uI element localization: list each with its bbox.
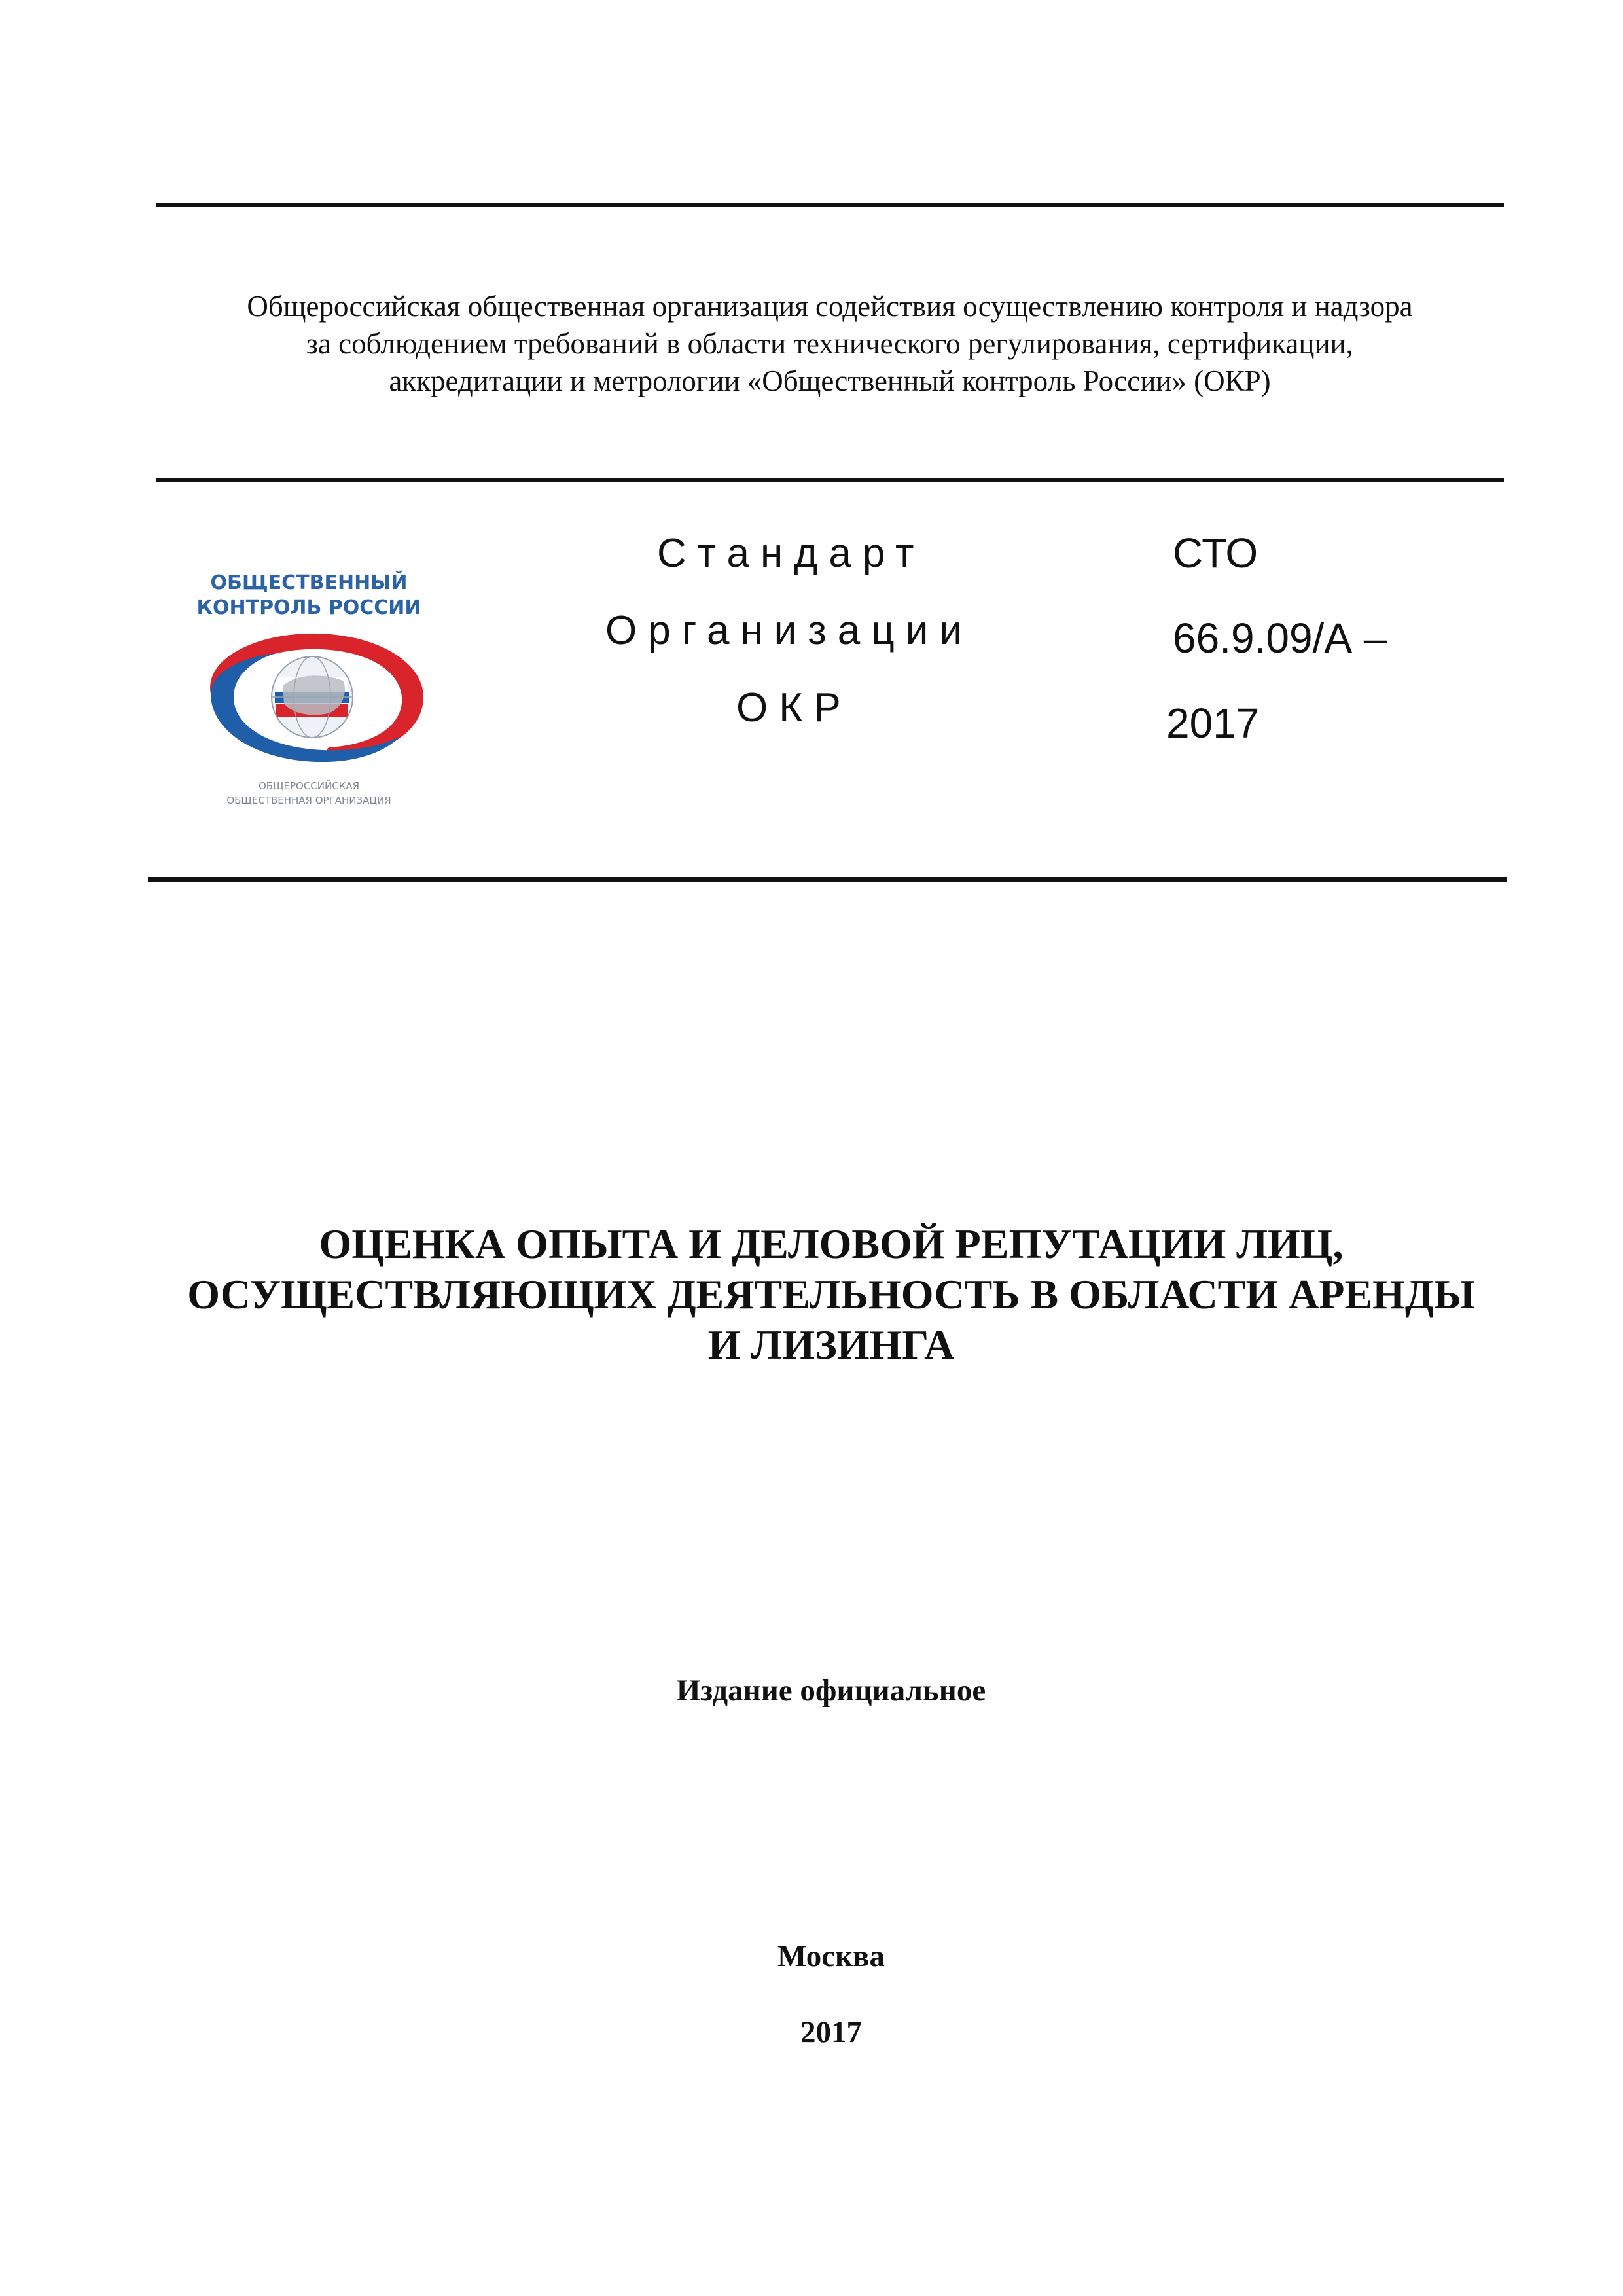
middle-rule <box>156 478 1504 482</box>
standard-word: ОКР <box>736 685 852 730</box>
year-label: 2017 <box>800 2015 862 2049</box>
standard-code: 66.9.09/А – <box>1173 615 1387 662</box>
standard-word: Стандарт <box>657 531 925 576</box>
okr-logo <box>171 563 446 812</box>
logo-top-text: КОНТРОЛЬ РОССИИ <box>196 596 421 619</box>
logo-bottom-text: ОБЩЕРОССИЙСКАЯ <box>258 780 360 792</box>
title-line: ОСУЩЕСТВЛЯЮЩИХ ДЕЯТЕЛЬНОСТЬ В ОБЛАСТИ АРЕНДЫ <box>187 1271 1475 1318</box>
document-title <box>105 1219 1558 1370</box>
bottom-rule <box>148 877 1507 882</box>
top-rule <box>156 203 1504 207</box>
title-line: ОЦЕНКА ОПЫТА И ДЕЛОВОЙ РЕПУТАЦИИ ЛИЦ, <box>319 1221 1344 1267</box>
logo-bottom-text: ОБЩЕСТВЕННАЯ ОРГАНИЗАЦИЯ <box>226 795 391 806</box>
logo-top-text: ОБЩЕСТВЕННЫЙ <box>210 571 408 594</box>
city-label: Москва <box>777 1939 885 1973</box>
edition-label: Издание официальное <box>676 1674 986 1708</box>
title-line: И ЛИЗИНГА <box>707 1321 955 1368</box>
standard-code: 2017 <box>1166 700 1260 747</box>
organization-line: аккредитации и метрологии «Общественный контроль России» (ОКР) <box>389 365 1271 397</box>
organization-line: Общероссийская общественная организация содействия осуществлению контроля и надзора <box>247 290 1413 323</box>
standard-code: СТО <box>1173 529 1258 577</box>
organization-name <box>156 288 1504 400</box>
organization-line: за соблюдением требований в области технического регулирования, сертификации, <box>306 327 1353 360</box>
standard-word: Организации <box>605 608 973 653</box>
